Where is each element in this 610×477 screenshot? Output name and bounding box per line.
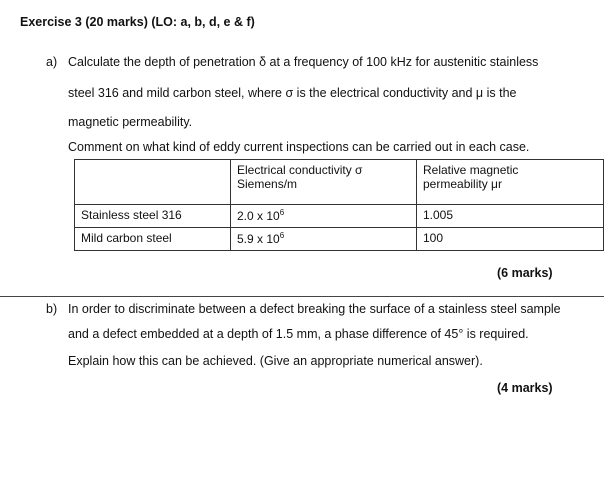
table-header-empty [75, 160, 231, 205]
part-b-label: b) [46, 302, 58, 316]
cell-conductivity [231, 228, 417, 251]
part-b-line-1: In order to discriminate between a defect breaking the surface of a stainless steel sample [68, 302, 561, 316]
material-properties-table [74, 159, 604, 251]
conductivity-exponent: 6 [279, 231, 285, 240]
table-row [75, 228, 604, 251]
conductivity-exponent: 6 [279, 208, 285, 217]
conductivity-base: 5.9 x 10 [237, 232, 280, 246]
header-permeability-line-2: permeability μr [423, 177, 502, 191]
table-header-permeability [417, 160, 604, 205]
conductivity-base: 2.0 x 10 [237, 209, 280, 223]
cell-material: Mild carbon steel [75, 228, 231, 251]
table-header-conductivity [231, 160, 417, 205]
cell-conductivity [231, 205, 417, 228]
part-a-line-3: magnetic permeability. [68, 115, 193, 129]
cell-permeability: 100 [417, 228, 604, 251]
header-conductivity-line-1: Electrical conductivity σ [237, 163, 363, 177]
part-b-line-3: Explain how this can be achieved. (Give an appropriate numerical answer). [68, 354, 483, 368]
table-header-row [75, 160, 604, 205]
section-divider [0, 296, 604, 297]
exercise-title: Exercise 3 (20 marks) (LO: a, b, d, e & f) [20, 15, 255, 29]
cell-material: Stainless steel 316 [75, 205, 231, 228]
part-a-label: a) [46, 55, 58, 69]
cell-permeability: 1.005 [417, 205, 604, 228]
header-permeability-line-1: Relative magnetic [423, 163, 519, 177]
header-conductivity-line-2: Siemens/m [237, 177, 298, 191]
part-b-line-2: and a defect embedded at a depth of 1.5 mm, a phase difference of 45° is required. [68, 327, 529, 341]
part-a-marks: (6 marks) [497, 266, 553, 280]
part-a-line-1: Calculate the depth of penetration δ at a frequency of 100 kHz for austenitic stainless [68, 55, 539, 69]
part-b-marks: (4 marks) [497, 381, 553, 395]
table-row [75, 205, 604, 228]
part-a-line-2: steel 316 and mild carbon steel, where σ is the electrical conductivity and μ is the [68, 86, 517, 100]
part-a-line-4: Comment on what kind of eddy current inspections can be carried out in each case. [68, 140, 530, 154]
